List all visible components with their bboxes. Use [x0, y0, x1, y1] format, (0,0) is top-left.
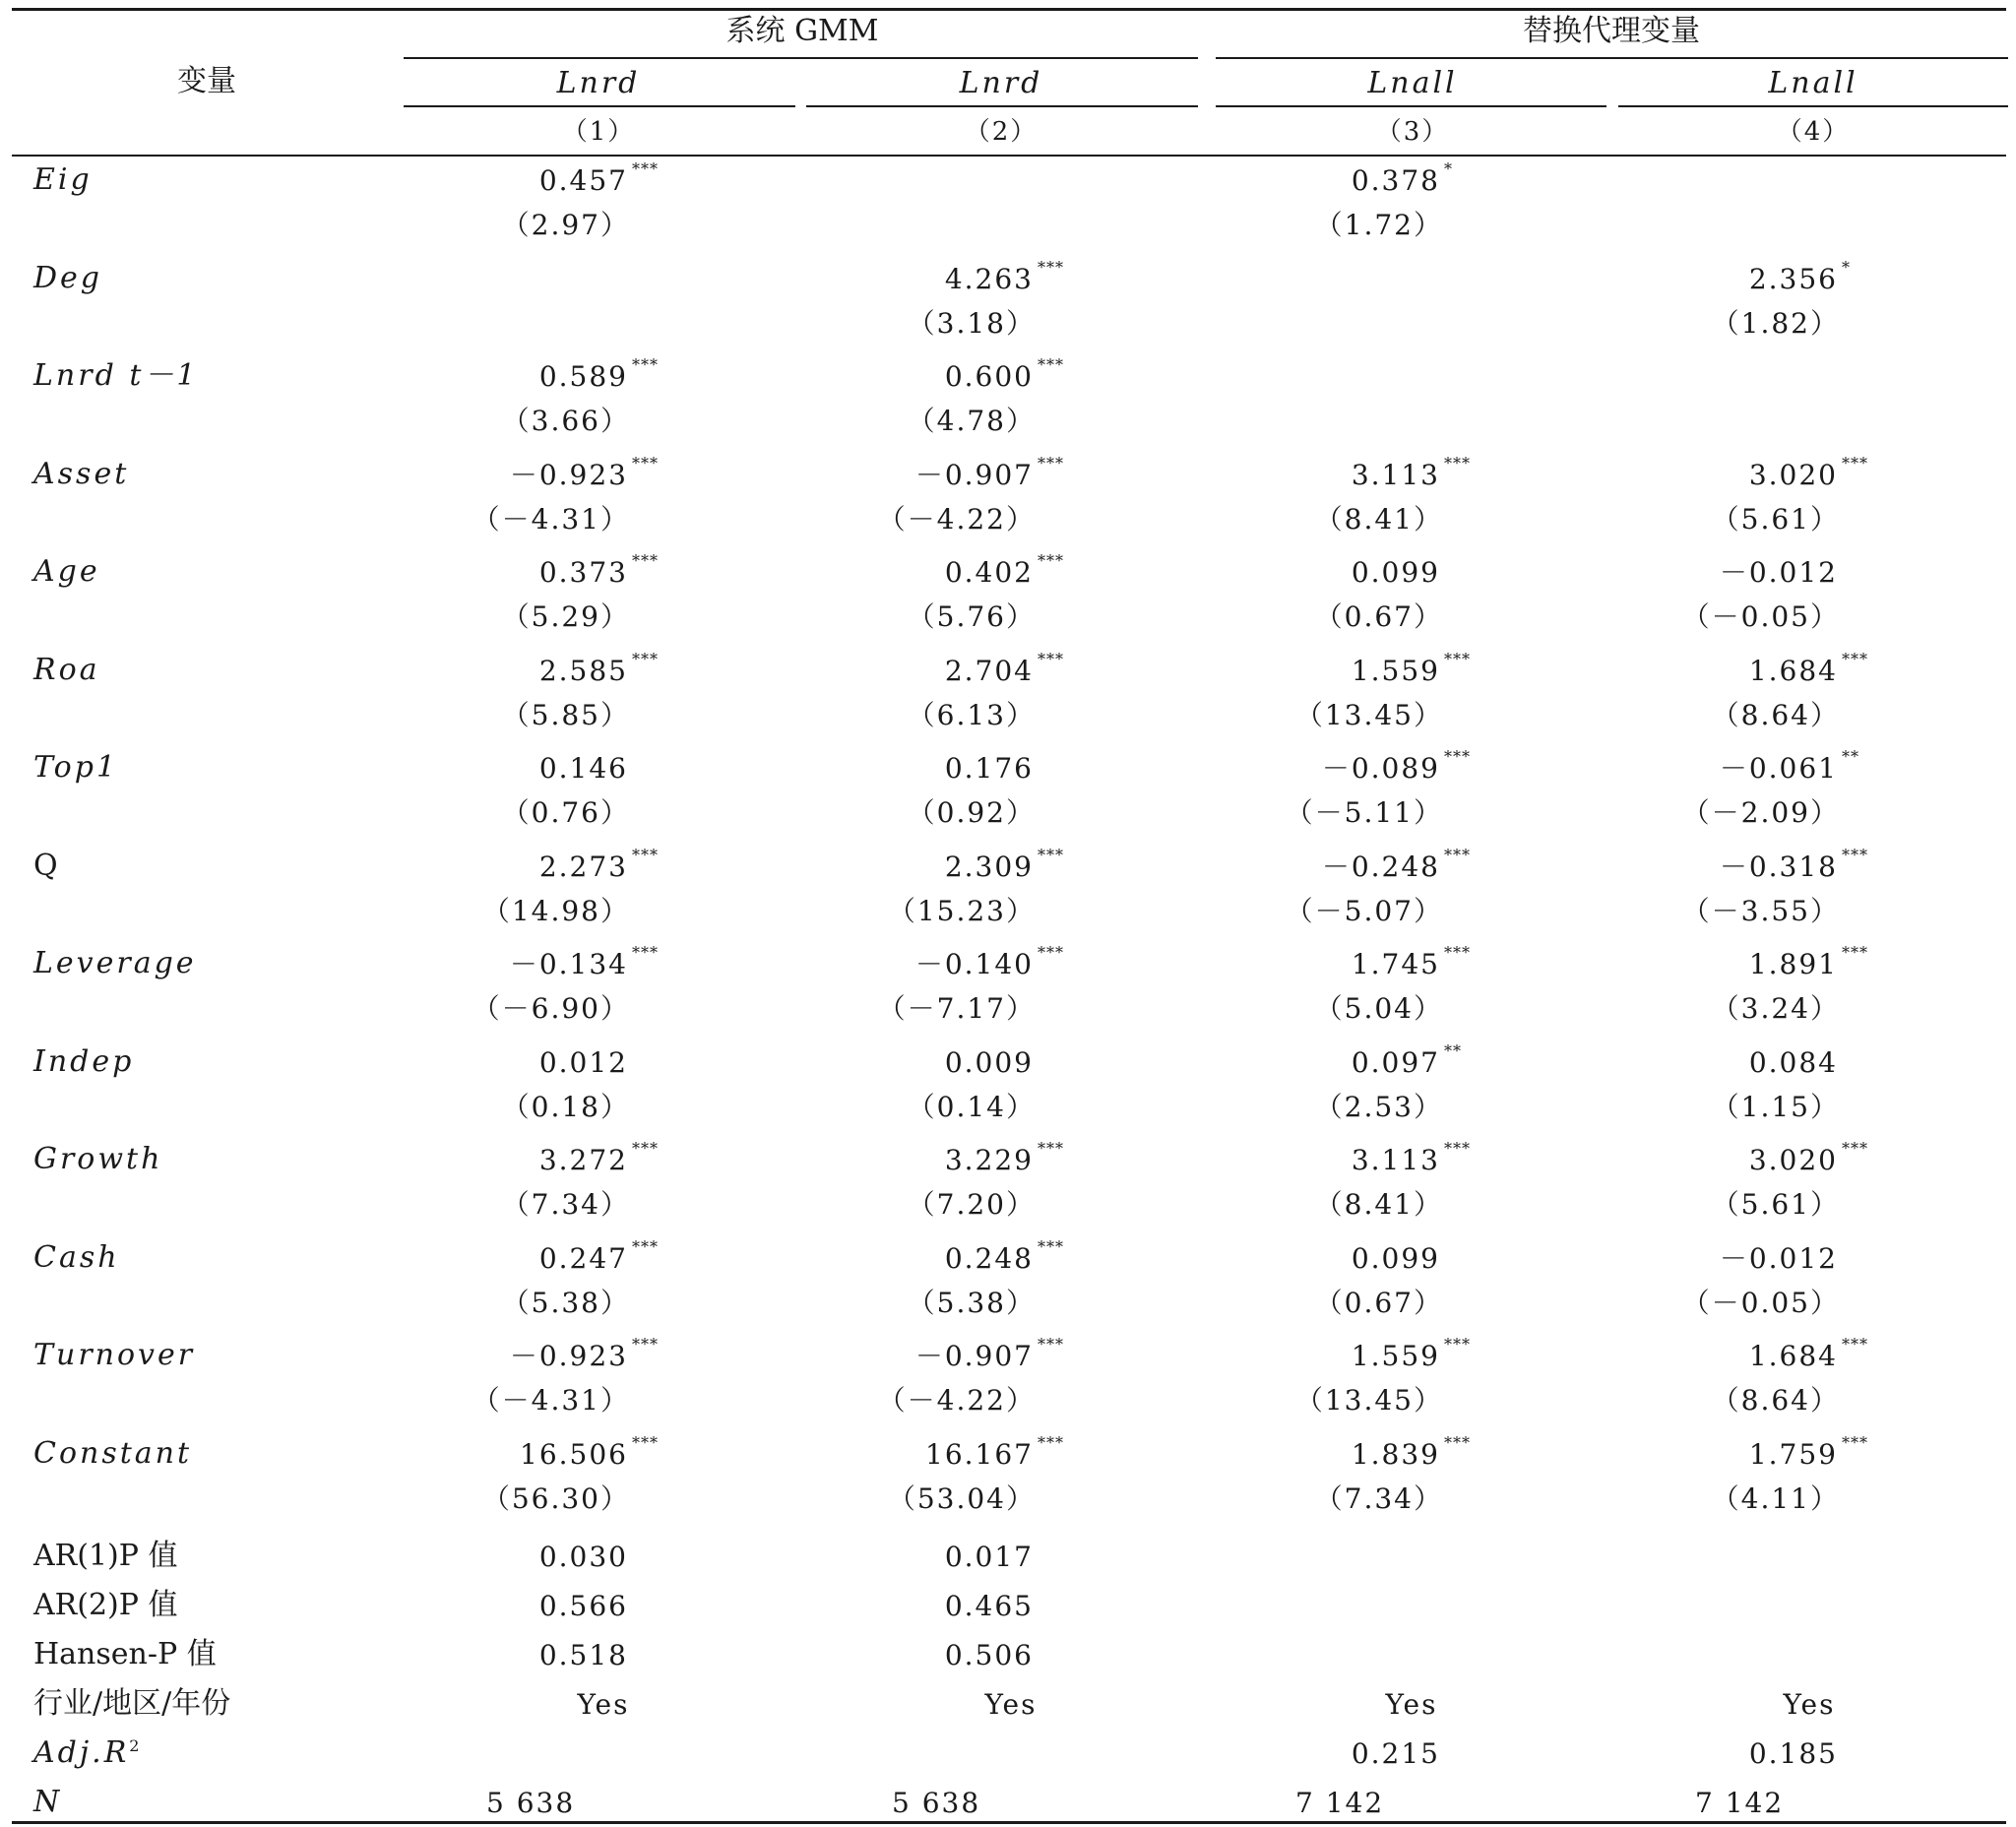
coefficient: 2.356: [1748, 262, 1838, 295]
coefficient: 0.176: [944, 752, 1034, 785]
statistic-value: Yes: [1783, 1688, 1836, 1721]
significance-stars: ***: [1842, 453, 1868, 472]
coefficient: 2.309: [944, 850, 1034, 883]
significance-stars: ***: [632, 943, 659, 962]
coefficient: 3.113: [1351, 458, 1440, 491]
variable-name: Leverage: [33, 946, 197, 980]
statistic-value: Yes: [577, 1688, 630, 1721]
variable-name: Growth: [33, 1142, 163, 1176]
t-statistic: （5.76）: [907, 600, 1036, 633]
t-statistic: （13.45）: [1294, 698, 1443, 731]
t-statistic: （4.78）: [907, 405, 1036, 437]
t-statistic: （15.23）: [887, 894, 1036, 927]
significance-stars: ***: [632, 649, 659, 668]
t-statistic: （－4.22）: [877, 502, 1036, 536]
t-statistic: （4.11）: [1711, 1481, 1840, 1515]
dependent-variable-label: Lnall: [1768, 66, 1858, 100]
coefficient: 0.457: [538, 164, 628, 197]
significance-stars: ***: [1444, 845, 1471, 864]
t-statistic: （5.04）: [1314, 992, 1443, 1025]
significance-stars: ***: [1444, 747, 1471, 766]
coefficient: －0.012: [1719, 1241, 1838, 1275]
dependent-variable-label: Lnrd: [556, 66, 641, 100]
coefficient: －0.248: [1321, 850, 1440, 883]
header-bottom-rule: [12, 155, 2006, 157]
significance-stars: ***: [632, 1236, 659, 1256]
t-statistic: （3.18）: [907, 306, 1036, 340]
significance-stars: ***: [632, 1139, 659, 1158]
coefficient: 0.600: [944, 360, 1034, 393]
variable-name: Lnrd t－1: [33, 358, 199, 393]
coefficient: －0.012: [1719, 556, 1838, 589]
t-statistic: （0.67）: [1314, 1286, 1443, 1319]
coefficient: －0.140: [914, 948, 1034, 980]
variable-name: Eig: [33, 162, 93, 197]
statistic-name: AR(2)P 值: [33, 1588, 178, 1622]
dep-rule-2: [806, 105, 1198, 107]
t-statistic: （7.20）: [907, 1188, 1036, 1221]
coefficient: 0.378: [1351, 164, 1440, 197]
significance-stars: ***: [1038, 453, 1064, 472]
t-statistic: （－7.17）: [877, 992, 1036, 1025]
significance-stars: ***: [1038, 1432, 1064, 1452]
statistic-value: 0.185: [1748, 1737, 1838, 1770]
variable-name: Age: [33, 554, 100, 589]
significance-stars: ***: [1444, 1335, 1471, 1354]
dependent-variable-label: Lnrd: [959, 66, 1043, 100]
t-statistic: （8.64）: [1711, 698, 1840, 731]
significance-stars: ***: [1038, 1139, 1064, 1158]
coefficient: 0.097: [1351, 1045, 1440, 1079]
significance-stars: ***: [1444, 943, 1471, 962]
group-rule-gmm: [404, 57, 1198, 59]
significance-stars: ***: [1038, 551, 1064, 570]
significance-stars: ***: [1444, 453, 1471, 472]
coefficient: 0.009: [944, 1045, 1034, 1079]
coefficient: －0.061: [1719, 752, 1838, 785]
statistic-value: 0.566: [538, 1590, 628, 1622]
top-rule: [12, 8, 2006, 11]
variable-name: Roa: [33, 652, 100, 687]
t-statistic: （0.14）: [907, 1090, 1036, 1123]
t-statistic: （－4.31）: [472, 1384, 630, 1417]
coefficient: －0.923: [509, 458, 628, 491]
coefficient: 4.263: [944, 262, 1034, 295]
coefficient: 2.273: [538, 850, 628, 883]
statistic-value: Yes: [1385, 1688, 1438, 1721]
t-statistic: （2.97）: [501, 209, 630, 241]
t-statistic: （1.15）: [1711, 1090, 1840, 1123]
t-statistic: （－4.22）: [877, 1384, 1036, 1417]
coefficient: 1.759: [1748, 1437, 1838, 1471]
t-statistic: （5.85）: [501, 698, 630, 731]
coefficient: 0.248: [944, 1241, 1034, 1275]
t-statistic: （1.72）: [1314, 209, 1443, 241]
coefficient: 3.020: [1748, 1144, 1838, 1176]
coefficient: 1.559: [1351, 1340, 1440, 1372]
t-statistic: （0.67）: [1314, 600, 1443, 633]
coefficient: 0.247: [538, 1241, 628, 1275]
coefficient: 0.012: [538, 1045, 628, 1079]
t-statistic: （13.45）: [1294, 1384, 1443, 1417]
coefficient: 2.585: [538, 654, 628, 687]
significance-stars: **: [1842, 747, 1859, 766]
variable-name: Q: [33, 848, 58, 883]
variable-name: Cash: [33, 1239, 120, 1275]
variable-name: Constant: [33, 1435, 193, 1471]
group-header-gmm: 系统 GMM: [725, 14, 879, 48]
t-statistic: （56.30）: [481, 1481, 630, 1515]
coefficient: －0.923: [509, 1340, 628, 1372]
coefficient: －0.907: [914, 458, 1034, 491]
column-number: （4）: [1776, 117, 1851, 147]
significance-stars: ***: [632, 453, 659, 472]
coefficient: 1.684: [1748, 654, 1838, 687]
t-statistic: （3.66）: [501, 405, 630, 437]
dep-rule-1: [404, 105, 795, 107]
t-statistic: （5.29）: [501, 600, 630, 633]
significance-stars: ***: [1038, 1335, 1064, 1354]
coefficient: 3.272: [538, 1144, 628, 1176]
significance-stars: ***: [632, 159, 659, 178]
t-statistic: （53.04）: [887, 1481, 1036, 1515]
significance-stars: ***: [1038, 257, 1064, 277]
coefficient: 1.559: [1351, 654, 1440, 687]
coefficient: 1.839: [1351, 1437, 1440, 1471]
coefficient: 0.084: [1748, 1045, 1838, 1079]
coefficient: －0.318: [1719, 850, 1838, 883]
coefficient: 0.373: [538, 556, 628, 589]
t-statistic: （7.34）: [1314, 1481, 1443, 1515]
t-statistic: （0.92）: [907, 796, 1036, 829]
t-statistic: （2.53）: [1314, 1090, 1443, 1123]
t-statistic: （0.18）: [501, 1090, 630, 1123]
coefficient: 0.099: [1351, 556, 1440, 589]
statistic-value: 7 142: [1295, 1787, 1385, 1819]
t-statistic: （－5.11）: [1285, 796, 1443, 829]
t-statistic: （3.24）: [1711, 992, 1840, 1025]
variable-name: Deg: [33, 260, 103, 295]
t-statistic: （8.41）: [1314, 1188, 1443, 1221]
statistic-value: 5 638: [892, 1787, 981, 1819]
t-statistic: （－5.07）: [1285, 894, 1443, 927]
t-statistic: （－0.05）: [1681, 1286, 1840, 1319]
significance-stars: ***: [632, 1335, 659, 1354]
statistic-value: 0.017: [944, 1541, 1034, 1573]
coefficient: 3.229: [944, 1144, 1034, 1176]
significance-stars: ***: [1842, 943, 1868, 962]
variable-name: Turnover: [33, 1338, 196, 1372]
statistic-value: 0.465: [944, 1590, 1034, 1622]
statistic-name: $Adj.R^2$: [33, 1735, 143, 1770]
variable-header: 变量: [177, 64, 236, 98]
significance-stars: ***: [1038, 943, 1064, 962]
t-statistic: （0.76）: [501, 796, 630, 829]
t-statistic: （－6.90）: [472, 992, 630, 1025]
column-number: （2）: [964, 117, 1039, 147]
group-header-proxy: 替换代理变量: [1523, 14, 1700, 48]
dep-rule-4: [1618, 105, 2008, 107]
significance-stars: ***: [1842, 649, 1868, 668]
coefficient: －0.089: [1321, 752, 1440, 785]
t-statistic: （－2.09）: [1681, 796, 1840, 829]
coefficient: 0.146: [538, 752, 628, 785]
significance-stars: ***: [632, 845, 659, 864]
t-statistic: （6.13）: [907, 698, 1036, 731]
statistic-name: 行业/地区/年份: [33, 1686, 231, 1721]
statistic-value: Yes: [984, 1688, 1038, 1721]
t-statistic: （5.61）: [1711, 1188, 1840, 1221]
significance-stars: ***: [1842, 1432, 1868, 1452]
coefficient: 3.113: [1351, 1144, 1440, 1176]
statistic-name: N: [33, 1785, 63, 1819]
column-number: （3）: [1375, 117, 1450, 147]
t-statistic: （5.38）: [907, 1286, 1036, 1319]
statistic-value: 0.030: [538, 1541, 628, 1573]
statistic-value: 5 638: [486, 1787, 576, 1819]
significance-stars: ***: [632, 551, 659, 570]
statistic-value: 0.506: [944, 1639, 1034, 1671]
t-statistic: （5.38）: [501, 1286, 630, 1319]
significance-stars: ***: [1842, 1335, 1868, 1354]
significance-stars: ***: [1842, 1139, 1868, 1158]
dep-rule-3: [1216, 105, 1606, 107]
coefficient: 1.684: [1748, 1340, 1838, 1372]
significance-stars: ***: [1038, 355, 1064, 374]
coefficient: 2.704: [944, 654, 1034, 687]
t-statistic: （－3.55）: [1681, 894, 1840, 927]
statistic-value: 7 142: [1695, 1787, 1785, 1819]
coefficient: 0.402: [944, 556, 1034, 589]
significance-stars: *: [1842, 257, 1851, 277]
statistic-value: 0.215: [1351, 1737, 1440, 1770]
coefficient: 1.745: [1351, 948, 1440, 980]
t-statistic: （－0.05）: [1681, 600, 1840, 633]
coefficient: 0.589: [538, 360, 628, 393]
significance-stars: ***: [1038, 649, 1064, 668]
dependent-variable-label: Lnall: [1367, 66, 1458, 100]
coefficient: 1.891: [1748, 948, 1838, 980]
t-statistic: （7.34）: [501, 1188, 630, 1221]
bottom-rule: [12, 1821, 2006, 1824]
r-squared-superscript: 2: [129, 1736, 143, 1755]
significance-stars: ***: [1038, 1236, 1064, 1256]
significance-stars: ***: [632, 355, 659, 374]
coefficient: 3.020: [1748, 458, 1838, 491]
t-statistic: （8.41）: [1314, 502, 1443, 536]
variable-name: Indep: [33, 1043, 135, 1079]
significance-stars: **: [1444, 1040, 1462, 1060]
significance-stars: ***: [1444, 1432, 1471, 1452]
t-statistic: （5.61）: [1711, 502, 1840, 536]
t-statistic: （－4.31）: [472, 502, 630, 536]
t-statistic: （8.64）: [1711, 1384, 1840, 1417]
coefficient: －0.134: [509, 948, 628, 980]
statistic-name: AR(1)P 值: [33, 1539, 178, 1573]
t-statistic: （1.82）: [1711, 306, 1840, 340]
coefficient: 16.167: [925, 1437, 1034, 1471]
column-number: （1）: [561, 117, 636, 147]
significance-stars: ***: [1038, 845, 1064, 864]
significance-stars: *: [1444, 159, 1453, 178]
coefficient: －0.907: [914, 1340, 1034, 1372]
significance-stars: ***: [632, 1432, 659, 1452]
coefficient: 0.099: [1351, 1241, 1440, 1275]
group-rule-proxy: [1216, 57, 2008, 59]
significance-stars: ***: [1842, 845, 1868, 864]
statistic-name: Hansen-P 值: [33, 1637, 217, 1671]
significance-stars: ***: [1444, 1139, 1471, 1158]
variable-name: Top1: [33, 750, 119, 785]
significance-stars: ***: [1444, 649, 1471, 668]
variable-name: Asset: [33, 456, 130, 491]
coefficient: 16.506: [520, 1437, 628, 1471]
statistic-value: 0.518: [538, 1639, 628, 1671]
t-statistic: （14.98）: [481, 894, 630, 927]
